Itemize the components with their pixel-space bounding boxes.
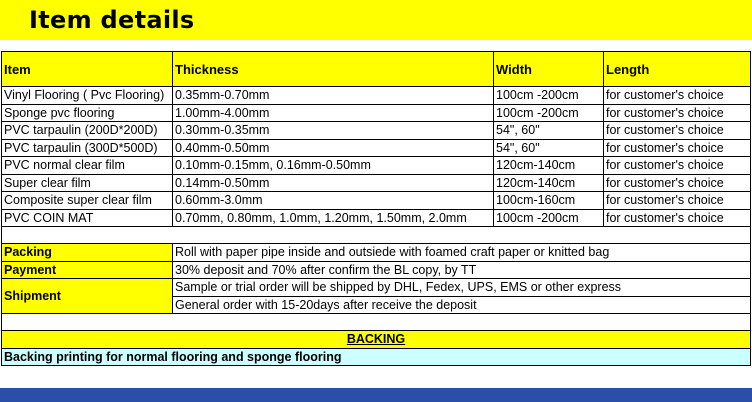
- payment-text: 30% deposit and 70% after confirm the BL copy, by TT: [173, 261, 751, 279]
- backing-text: Backing printing for normal flooring and sponge flooring: [2, 348, 751, 366]
- blank-cell: [2, 314, 751, 331]
- shipment-line-1: Sample or trial order will be shipped by DHL, Fedex, UPS, EMS or other express: [173, 279, 751, 297]
- length-cell: for customer's choice: [604, 192, 751, 210]
- packing-text: Roll with paper pipe inside and outsiede with foamed craft paper or knitted bag: [173, 244, 751, 262]
- length-cell: for customer's choice: [604, 139, 751, 157]
- length-cell: for customer's choice: [604, 209, 751, 227]
- header-length: Length: [604, 52, 751, 87]
- header-thickness: Thickness: [173, 52, 494, 87]
- backing-text-row: [2, 348, 751, 366]
- table-row: [2, 122, 751, 140]
- width-cell: 100cm -200cm: [494, 87, 604, 105]
- length-cell: for customer's choice: [604, 122, 751, 140]
- thickness-cell: 0.10mm-0.15mm, 0.16mm-0.50mm: [173, 157, 494, 175]
- item-cell: PVC tarpaulin (200D*200D): [2, 122, 173, 140]
- item-cell: PVC COIN MAT: [2, 209, 173, 227]
- width-cell: 54", 60": [494, 122, 604, 140]
- blank-row: [2, 227, 751, 244]
- packing-label: Packing: [2, 244, 173, 262]
- header-item: Item: [2, 52, 173, 87]
- width-cell: 54", 60": [494, 139, 604, 157]
- blank-cell: [2, 227, 751, 244]
- length-cell: for customer's choice: [604, 157, 751, 175]
- thickness-cell: 1.00mm-4.00mm: [173, 104, 494, 122]
- shipment-line-2: General order with 15-20days after receive the deposit: [173, 296, 751, 314]
- thickness-cell: 0.70mm, 0.80mm, 1.0mm, 1.20mm, 1.50mm, 2.0mm: [173, 209, 494, 227]
- length-cell: for customer's choice: [604, 174, 751, 192]
- width-cell: 100cm-160cm: [494, 192, 604, 210]
- thickness-cell: 0.40mm-0.50mm: [173, 139, 494, 157]
- table-row: [2, 209, 751, 227]
- table-row: [2, 192, 751, 210]
- title-banner: [0, 0, 752, 40]
- width-cell: 120cm-140cm: [494, 174, 604, 192]
- payment-row: [2, 261, 751, 279]
- item-cell: Super clear film: [2, 174, 173, 192]
- header-width: Width: [494, 52, 604, 87]
- width-cell: 120cm-140cm: [494, 157, 604, 175]
- shipment-label: Shipment: [2, 279, 173, 314]
- thickness-cell: 0.30mm-0.35mm: [173, 122, 494, 140]
- footer-bar: [0, 388, 752, 402]
- page-title: Item details: [29, 6, 195, 34]
- blank-row: [2, 314, 751, 331]
- table-row: [2, 157, 751, 175]
- item-cell: Vinyl Flooring ( Pvc Flooring): [2, 87, 173, 105]
- table-row: [2, 104, 751, 122]
- backing-title: BACKING: [2, 331, 751, 349]
- item-cell: PVC normal clear film: [2, 157, 173, 175]
- thickness-cell: 0.60mm-3.0mm: [173, 192, 494, 210]
- header-row: [2, 52, 751, 87]
- table-row: [2, 174, 751, 192]
- item-cell: Sponge pvc flooring: [2, 104, 173, 122]
- item-details-table: [1, 51, 751, 366]
- shipment-row: [2, 279, 751, 297]
- table-row: [2, 139, 751, 157]
- thickness-cell: 0.14mm-0.50mm: [173, 174, 494, 192]
- backing-title-row: [2, 331, 751, 349]
- payment-label: Payment: [2, 261, 173, 279]
- length-cell: for customer's choice: [604, 104, 751, 122]
- length-cell: for customer's choice: [604, 87, 751, 105]
- item-cell: Composite super clear film: [2, 192, 173, 210]
- width-cell: 100cm -200cm: [494, 104, 604, 122]
- item-cell: PVC tarpaulin (300D*500D): [2, 139, 173, 157]
- packing-row: [2, 244, 751, 262]
- width-cell: 100cm -200cm: [494, 209, 604, 227]
- thickness-cell: 0.35mm-0.70mm: [173, 87, 494, 105]
- table-row: [2, 87, 751, 105]
